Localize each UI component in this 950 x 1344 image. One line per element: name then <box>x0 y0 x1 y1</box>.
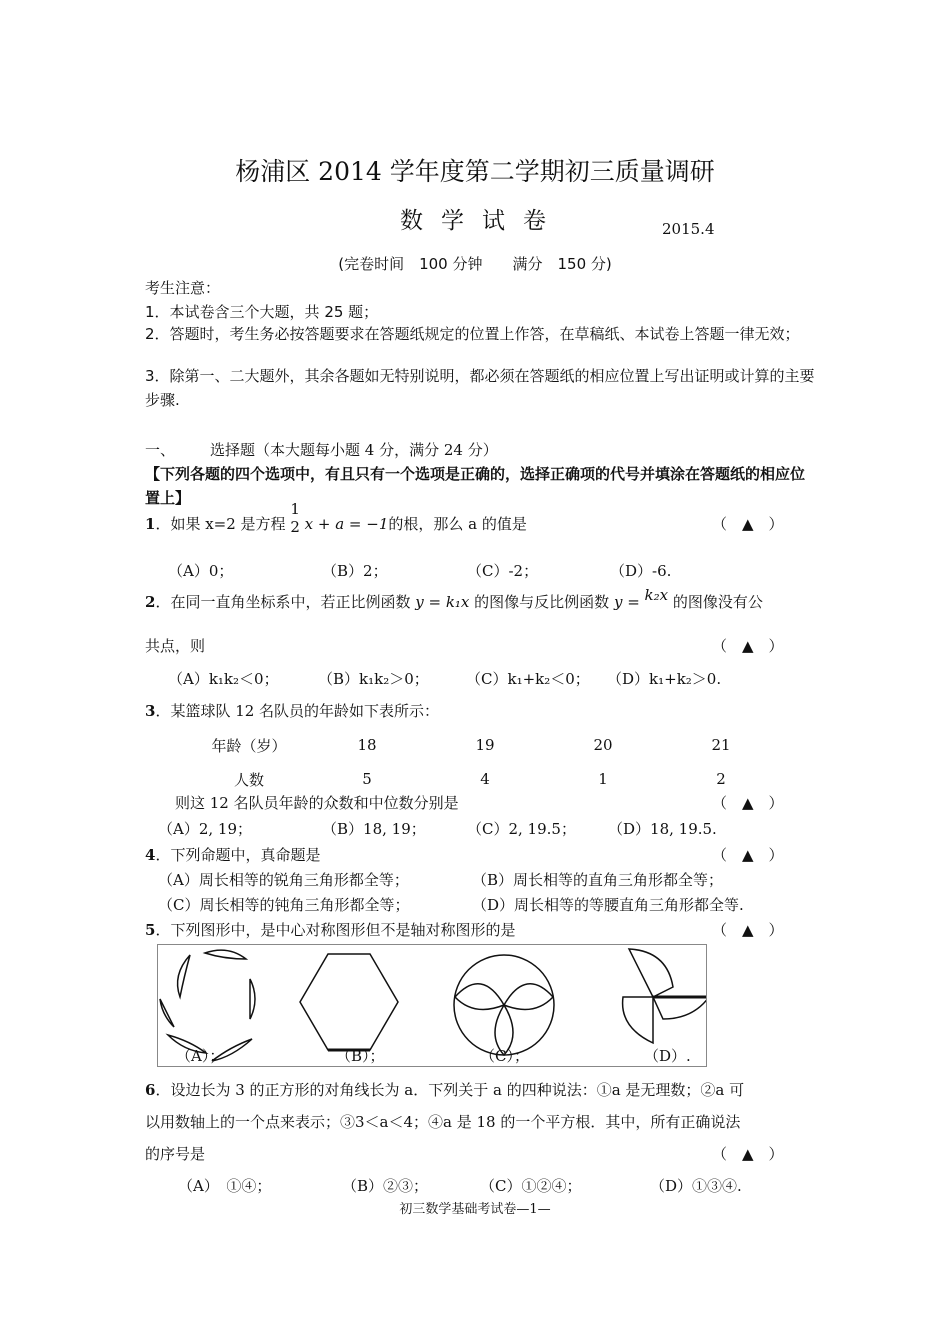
section-instruction: 【下列各题的四个选项中，有且只有一个选项是正确的，选择正确项的代号并填涂在答题纸的相应位置上】 <box>145 465 806 507</box>
figure-label-d: （D）. <box>644 1047 691 1065</box>
q4-option-d: （D）周长相等的等腰直角三角形都全等. <box>472 896 744 914</box>
symmetry-figures <box>158 945 706 1066</box>
question-5: 5．下列图形中，是中心对称图形但不是轴对称图形的是 <box>145 921 516 939</box>
figure-label-b: （B）； <box>336 1047 385 1065</box>
table-cell: 人数 <box>233 770 264 789</box>
notice-item-3: 3．除第一、二大题外，其余各题如无特别说明，都必须在答题纸的相应位置上写出证明或计算的主要步骤. <box>145 367 815 409</box>
q2-option-a: （A）k₁k₂＜0； <box>168 670 279 688</box>
table-cell: 1 <box>598 770 608 788</box>
answer-mark: （ ▲ ） <box>712 846 784 864</box>
answer-mark: （ ▲ ） <box>712 921 784 939</box>
table-cell: 20 <box>593 736 613 754</box>
figure-label-c: （C）； <box>480 1047 529 1065</box>
q1-option-c: （C）-2； <box>467 562 539 580</box>
section-number: 一、 <box>145 441 176 459</box>
table-cell: 19 <box>475 736 495 754</box>
q2-option-b: （B）k₁k₂＞0； <box>318 670 429 688</box>
table-cell: 2 <box>716 770 726 788</box>
page-title: 杨浦区 2014 学年度第二学期初三质量调研 <box>235 157 715 186</box>
equation: y = k₁x <box>415 593 470 611</box>
equation: x + a = −1 <box>304 515 389 533</box>
q4-option-c: （C）周长相等的钝角三角形都全等； <box>158 896 410 914</box>
question-number: 3 <box>145 702 156 720</box>
q4-option-b: （B）周长相等的直角三角形都全等； <box>472 871 724 889</box>
question-number: 5 <box>145 921 156 939</box>
question-1: 1．如果 x=2 是方程 1 2 x + a = −1的根，那么 a 的值是 <box>145 500 527 536</box>
q3-option-b: （B）18, 19； <box>322 820 426 838</box>
hexagon-figure <box>300 954 398 1050</box>
notice-item-2: 2．答题时，考生务必按答题要求在答题纸规定的位置上作答，在草稿纸、本试卷上答题一律无效； <box>145 325 800 343</box>
table-row <box>190 728 780 762</box>
q3-option-c: （C）2, 19.5； <box>467 820 576 838</box>
answer-mark: （ ▲ ） <box>712 794 784 812</box>
q3-question: 则这 12 名队员年龄的众数和中位数分别是 <box>175 794 459 812</box>
q6-option-c: （C）①②④； <box>480 1177 582 1195</box>
notice-item-1: 1．本试卷含三个大题，共 25 题； <box>145 303 379 321</box>
answer-mark: （ ▲ ） <box>712 515 784 533</box>
page-subtitle: 数学试卷 <box>400 208 564 234</box>
question-number: 2 <box>145 593 156 611</box>
q6-line-3: 的序号是 <box>145 1145 206 1163</box>
age-table <box>190 728 780 796</box>
table-cell: 年龄（岁） <box>211 736 287 755</box>
question-4: 4．下列命题中，真命题是 <box>145 846 321 864</box>
exam-date: 2015.4 <box>662 220 715 238</box>
q6-option-a: （A） ①④； <box>178 1177 272 1195</box>
three-sectors-figure <box>623 949 706 1043</box>
q6-option-d: （D）①③④. <box>650 1177 742 1195</box>
q4-option-a: （A）周长相等的锐角三角形都全等； <box>158 871 409 889</box>
circle-leaves-figure <box>454 955 554 1055</box>
figure-label-a: （A）； <box>176 1047 225 1065</box>
q1-option-d: （D）-6. <box>610 562 672 580</box>
section-heading: 选择题（本大题每小题 4 分，满分 24 分） <box>210 441 498 459</box>
table-row <box>190 762 780 796</box>
notice-heading: 考生注意： <box>145 279 221 297</box>
q1-option-b: （B）2； <box>322 562 388 580</box>
page-footer: 初三数学基础考试卷—1— <box>399 1202 551 1217</box>
answer-mark: （ ▲ ） <box>712 637 784 655</box>
question-3: 3．某篮球队 12 名队员的年龄如下表所示： <box>145 702 440 720</box>
table-cell: 18 <box>357 736 377 754</box>
question-6: 6．设边长为 3 的正方形的对角线长为 a．下列关于 a 的四种说法：①a 是无理数；②a 可 <box>145 1081 745 1099</box>
q2-line-2: 共点，则 <box>145 637 206 655</box>
q1-option-a: （A）0； <box>168 562 234 580</box>
q6-line-2: 以用数轴上的一个点来表示；③3＜a＜4；④a 是 18 的一个平方根．其中，所有正确说法 <box>145 1113 741 1131</box>
q3-option-a: （A）2, 19； <box>158 820 252 838</box>
question-2: 2．在同一直角坐标系中，若正比例函数 y = k₁x 的图像与反比例函数 y = k₂x 的图像没有公 <box>145 586 763 611</box>
answer-mark: （ ▲ ） <box>712 1145 784 1163</box>
question-number: 1 <box>145 515 156 533</box>
q2-option-d: （D）k₁+k₂＞0. <box>607 670 722 688</box>
table-cell: 5 <box>362 770 372 788</box>
question-number: 4 <box>145 846 156 864</box>
exam-time-info: (完卷时间 100 分钟 满分 150 分) <box>338 255 612 273</box>
question-number: 6 <box>145 1081 156 1099</box>
figure-panel <box>157 944 707 1067</box>
q3-option-d: （D）18, 19.5. <box>608 820 717 838</box>
fraction: k₂x <box>644 586 669 604</box>
table-cell: 4 <box>480 770 490 788</box>
q2-option-c: （C）k₁+k₂＜0； <box>466 670 590 688</box>
fraction: 1 2 <box>290 500 300 536</box>
table-cell: 21 <box>711 736 731 754</box>
q6-option-b: （B）②③； <box>342 1177 429 1195</box>
